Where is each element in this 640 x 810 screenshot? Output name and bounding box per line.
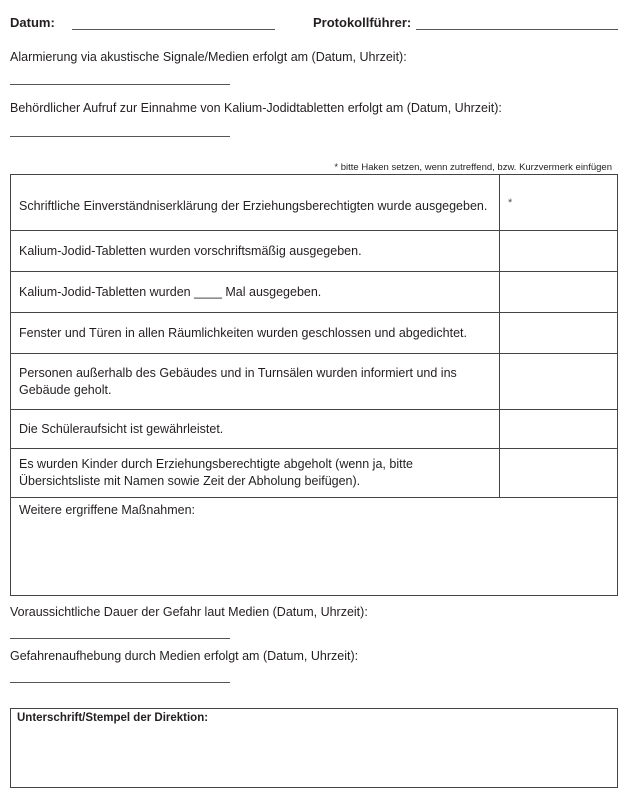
alarm-label: Alarmierung via akustische Signale/Medien erfolgt am (Datum, Uhrzeit):	[10, 50, 407, 64]
checklist-item-text: Kalium-Jodid-Tabletten wurden vorschriftsmäßig ausgegeben.	[11, 231, 500, 272]
checklist-mark-cell[interactable]	[500, 449, 618, 498]
checklist-row	[11, 449, 618, 498]
checklist-row	[11, 231, 618, 272]
checklist-row	[11, 410, 618, 449]
checklist-mark-cell[interactable]	[500, 354, 618, 410]
checklist-mark-cell[interactable]	[500, 410, 618, 449]
iodine-call-label: Behördlicher Aufruf zur Einnahme von Kalium-Jodidtabletten erfolgt am (Datum, Uhrzeit):	[10, 101, 502, 115]
checklist-item-text: Personen außerhalb des Gebäudes und in Turnsälen wurden informiert und ins Gebäude geholt.	[11, 354, 500, 410]
signature-label: Unterschrift/Stempel der Direktion:	[17, 712, 209, 724]
checklist-row	[11, 175, 618, 231]
checklist-row	[11, 354, 618, 410]
further-measures-row[interactable]	[11, 498, 618, 596]
checklist-item-text: Schriftliche Einverständniserklärung der Erziehungsberechtigten wurde ausgegeben.	[11, 175, 500, 231]
duration-field[interactable]	[10, 638, 230, 639]
recorder-label: Protokollführer:	[313, 15, 412, 30]
lifted-field[interactable]	[10, 682, 230, 683]
checklist-item-text: Die Schüleraufsicht ist gewährleistet.	[11, 410, 500, 449]
checklist-item-text: Fenster und Türen in allen Räumlichkeiten wurden geschlossen und abgedichtet.	[11, 313, 500, 354]
alarm-field[interactable]	[10, 84, 230, 85]
signature-box[interactable]	[10, 708, 618, 788]
checklist-table	[10, 174, 618, 596]
iodine-call-field[interactable]	[10, 136, 230, 137]
checklist-row	[11, 313, 618, 354]
recorder-field[interactable]	[416, 29, 618, 30]
checklist-item-text: Es wurden Kinder durch Erziehungsberechtigte abgeholt (wenn ja, bitte Übersichtsliste mit Namen sowie Zeit der Abholung beifügen).	[11, 449, 500, 498]
checklist-mark-cell[interactable]	[500, 231, 618, 272]
lifted-label: Gefahrenaufhebung durch Medien erfolgt am (Datum, Uhrzeit):	[10, 649, 359, 663]
further-measures-label: Weitere ergriffene Maßnahmen:	[11, 498, 618, 596]
checklist-mark-cell[interactable]	[500, 272, 618, 313]
checklist-item-text: Kalium-Jodid-Tabletten wurden ____ Mal ausgegeben.	[11, 272, 500, 313]
duration-label: Voraussichtliche Dauer der Gefahr laut Medien (Datum, Uhrzeit):	[10, 605, 368, 619]
checklist-mark-cell[interactable]: *	[500, 175, 618, 231]
checklist-row	[11, 272, 618, 313]
date-field[interactable]	[72, 29, 275, 30]
instruction-note: * bitte Haken setzen, wenn zutreffend, bzw. Kurzvermerk einfügen	[334, 162, 612, 173]
checklist-mark-cell[interactable]	[500, 313, 618, 354]
date-label: Datum:	[10, 15, 55, 30]
